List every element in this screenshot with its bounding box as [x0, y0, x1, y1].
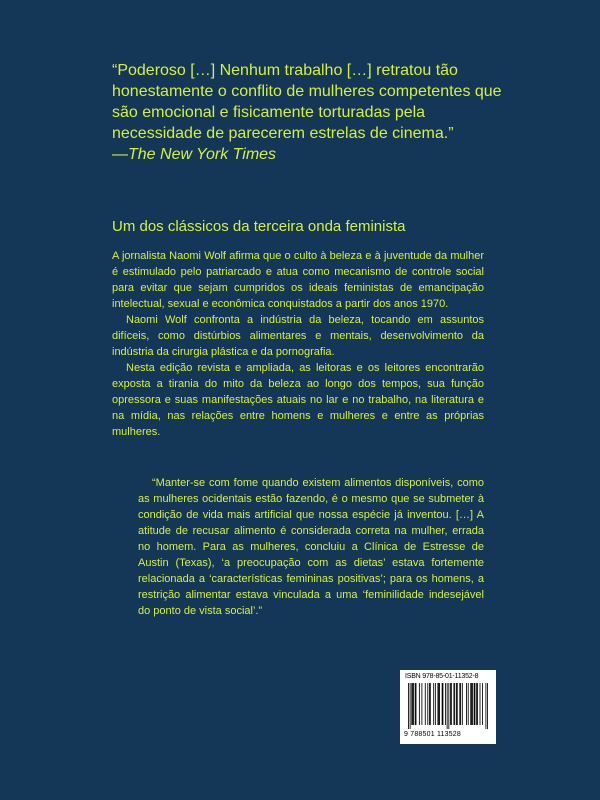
isbn-barcode — [400, 670, 496, 744]
barcode-bar — [474, 683, 475, 725]
barcode-bar — [412, 683, 413, 725]
press-quote-text: “Poderoso […] Nenhum trabalho […] retratou tão honestamente o conflito de mulheres competentes que são emocional e fisicamente torturadas pela necessidade de parecerem estrelas de cinema.” — [112, 62, 502, 142]
barcode-bar — [457, 683, 458, 725]
barcode-bar — [410, 683, 411, 729]
barcode-bar — [459, 683, 460, 725]
barcode-digits: 9 788501 113528 — [404, 731, 461, 738]
barcode-bar — [438, 683, 439, 725]
barcode-bar — [443, 683, 444, 725]
barcode-bar — [435, 683, 436, 725]
barcode-bar — [471, 683, 472, 725]
barcode-bar — [421, 683, 422, 725]
barcode-bar — [439, 683, 440, 725]
barcode-bar — [411, 683, 412, 725]
barcode-bar — [482, 683, 483, 725]
barcode-bar — [437, 683, 438, 725]
description-paragraph: Nesta edição revista e ampliada, as leitoras e os leitores encontrarão exposta a tirania do mito da beleza ao longo dos tempos, sua função opressora e suas manifestações atuais no lar e no trabalho, na literatura e na mídia, nas relações entre homens e mulheres e entre as próprias mulheres. — [112, 362, 484, 438]
barcode-bar — [448, 683, 449, 729]
barcode-bar — [451, 683, 452, 725]
barcode-bar — [430, 683, 431, 725]
barcode-bar — [429, 683, 430, 725]
book-excerpt-quote: “Manter-se com fome quando existem alimentos disponíveis, como as mulheres ocidentais estão fazendo, é o mesmo que se submeter à condição de vida mais artificial que nossa espécie já inventou. […] A atitude de recusar alimento é considerada correta na mulher, errada no homem. Para as mulheres, concluiu a Clínica de Estresse de Austin (Texas), ‘a preocupação com as dietas’ estava fortemente relacionada a ‘características femininas positivas’; para os homens, a restrição alimentar estava vinculada a uma ‘feminilidade indesejável do ponto de vista social’.” — [138, 477, 484, 617]
barcode-bar — [413, 683, 414, 725]
isbn-label: ISBN 978-85-01-11352-8 — [405, 673, 479, 680]
barcode-bar — [419, 683, 420, 725]
press-quote — [112, 60, 512, 165]
description-paragraph: Naomi Wolf confronta a indústria da beleza, tocando em assuntos difíceis, como distúrbios alimentares e mentais, desenvolvimento da indústria da cirurgia plástica e da pornografia. — [112, 314, 484, 358]
barcode-bar — [470, 683, 471, 725]
barcode-bar — [454, 683, 455, 725]
barcode-bar — [415, 683, 416, 725]
description-body — [112, 248, 484, 440]
barcode-bar — [456, 683, 457, 725]
barcode-bar — [480, 683, 481, 725]
barcode-bar — [475, 683, 476, 725]
barcode-bar — [453, 683, 454, 725]
barcode-bar — [447, 683, 448, 729]
barcode-bar — [466, 683, 467, 725]
barcode-bar — [425, 683, 426, 725]
barcode-bar — [442, 683, 443, 725]
barcode-bar — [460, 683, 461, 725]
barcode-bar — [468, 683, 469, 725]
press-quote-dash: — — [112, 146, 128, 163]
barcode-bar — [472, 683, 473, 725]
barcode-bar — [462, 683, 463, 725]
barcode-bar — [416, 683, 417, 725]
barcode-bar — [477, 683, 478, 725]
description-paragraph: A jornalista Naomi Wolf afirma que o culto à beleza e à juventude da mulher é estimulado pelo patriarcado e atua como mecanismo de controle social para evitar que sejam cumpridos os ideais feministas de emancipação intelectual, sexual e econômica conquistados a partir dos anos 1970. — [112, 250, 484, 310]
barcode-bar — [450, 683, 451, 725]
barcode-bar — [408, 683, 409, 729]
barcode-bar — [476, 683, 477, 725]
barcode-bar — [487, 683, 488, 729]
barcode-bar — [485, 683, 486, 729]
barcode-bar — [433, 683, 434, 725]
barcode-bar — [427, 683, 428, 725]
press-quote-source: The New York Times — [128, 146, 277, 163]
barcode-bar — [445, 683, 446, 725]
barcode-bars-icon — [408, 683, 488, 729]
section-heading: Um dos clássicos da terceira onda feminista — [112, 218, 406, 235]
